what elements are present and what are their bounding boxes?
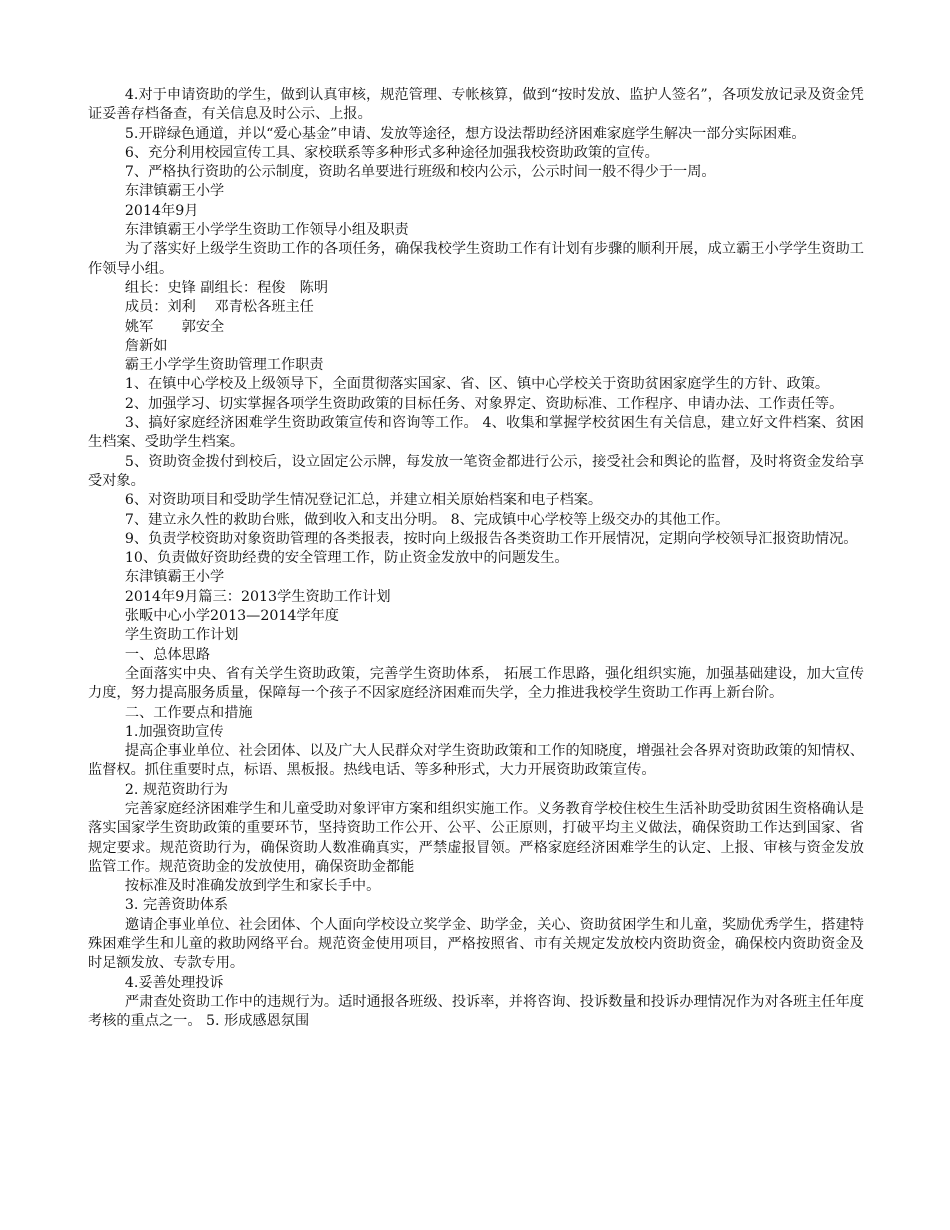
paragraph: 邀请企事业单位、社会团体、个人面向学校设立奖学金、助学金，关心、资助贫困学生和儿童，奖励优秀学生，搭建特殊困难学生和儿童的救助网络平台。规范资金使用项目，严格按照省、市有关规定发放校内资助资金，确保校内资助资金及时足额发放、专款专用。	[88, 916, 864, 972]
paragraph: 7、建立永久性的救助台账，做到收入和支出分明。 8、完成镇中心学校等上级交办的其他工作。	[124, 511, 730, 528]
subsection-heading: 2. 规范资助行为	[124, 781, 229, 798]
section-heading: 二、工作要点和措施	[124, 704, 253, 721]
group-leaders: 组长：史锋 副组长：程俊 陈明	[124, 279, 329, 296]
paragraph: 10、负责做好资助经费的安全管理工作，防止资金发放中的问题发生。	[124, 550, 569, 567]
plan-title: 学生资助工作计划	[124, 627, 239, 644]
paragraph: 3、搞好家庭经济困难学生资助政策宣传和咨询等工作。 4、收集和掌握学校贫困生有关信息，建立好文件档案、贫困生档案、受助学生档案。	[88, 415, 864, 451]
paragraph: 6、对资助项目和受助学生情况登记汇总，并建立相关原始档案和电子档案。	[124, 492, 603, 509]
paragraph: 5.开辟绿色通道，并以“爱心基金”申请、发放等途径，想方设法帮助经济困难家庭学生解决一部分实际困难。	[124, 125, 806, 142]
section-title: 霸王小学学生资助管理工作职责	[124, 357, 324, 374]
paragraph: 提高企事业单位、社会团体、以及广大人民群众对学生资助政策和工作的知晓度，增强社会各界对资助政策的知情权、监督权。抓住重要时点，标语、黑板报。热线电话、等多种形式，大力开展资助政策宣传。	[88, 743, 864, 779]
paragraph: 完善家庭经济困难学生和儿童受助对象评审方案和组织实施工作。义务教育学校住校生生活补助受助贫困生资格确认是落实国家学生资助政策的重要环节，坚持资助工作公开、公平、公正原则，打破平均主义做法，确保资助工作达到国家、省规定要求。规范资助行为，确保资助人数准确真实，严禁虚报冒领。严格家庭经济困难学生的认定、上报、审核与资金发放监管工作。规范资助金的发放使用，确保资助金都能	[88, 800, 864, 875]
subsection-heading: 4.妥善处理投诉	[124, 974, 224, 991]
section-heading: 一、总体思路	[124, 646, 211, 663]
paragraph: 严肃查处资助工作中的违规行为。适时通报各班级、投诉率，并将咨询、投诉数量和投诉办理情况作为对各班主任年度考核的重点之一。 5. 形成感恩氛围	[88, 993, 864, 1030]
plan-school-year: 张畈中心小学2013—2014学年度	[124, 608, 339, 625]
paragraph: 4.对于申请资助的学生，做到认真审核，规范管理、专帐核算，做到“按时发放、监护人签名”，各项发放记录及资金凭证妥善存档备查，有关信息及时公示、上报。	[88, 87, 864, 123]
signature-date: 2014年9月	[124, 202, 199, 219]
paragraph: 6、充分利用校园宣传工具、家校联系等多种形式多种途径加强我校资助政策的宣传。	[124, 144, 659, 161]
paragraph: 按标准及时准确发放到学生和家长手中。	[124, 878, 381, 895]
signature-school: 东津镇霸王小学	[124, 183, 225, 200]
paragraph: 9、负责学校资助对象资助管理的各类报表，按时向上级报告各类资助工作开展情况，定期向学校领导汇报资助情况。	[124, 530, 858, 547]
group-members: 姚军 郭安全	[124, 318, 225, 335]
signature-date: 2014年9月篇三：2013学生资助工作计划	[124, 588, 391, 605]
paragraph: 为了落实好上级学生资助工作的各项任务，确保我校学生资助工作有计划有步骤的顺利开展，成立霸王小学学生资助工作领导小组。	[88, 241, 864, 277]
group-members: 詹新如	[124, 337, 168, 354]
section-title: 东津镇霸王小学学生资助工作领导小组及职责	[124, 222, 409, 239]
subsection-heading: 3. 完善资助体系	[124, 897, 229, 914]
group-members: 成员：刘利 邓青松各班主任	[124, 299, 314, 316]
paragraph: 1、在镇中心学校及上级领导下，全面贯彻落实国家、省、区、镇中心学校关于资助贫困家庭学生的方针、政策。	[124, 376, 830, 393]
paragraph: 全面落实中央、省有关学生资助政策，完善学生资助体系， 拓展工作思路，强化组织实施，加强基础建设，加大宣传力度，努力提高服务质量，保障每一个孩子不因家庭经济困难而失学，全力推进我校学生资助工作再上新台阶。	[88, 665, 864, 702]
paragraph: 2、加强学习、切实掌握各项学生资助政策的目标任务、对象界定、资助标准、工作程序、申请办法、工作责任等。	[124, 395, 844, 412]
subsection-heading: 1.加强资助宣传	[124, 723, 224, 740]
paragraph: 5、资助资金拨付到校后，设立固定公示牌，每发放一笔资金都进行公示，接受社会和舆论的监督，及时将资金发给享受对象。	[88, 453, 864, 489]
paragraph: 7、严格执行资助的公示制度，资助名单要进行班级和校内公示，公示时间一般不得少于一周。	[124, 164, 716, 181]
signature-school: 东津镇霸王小学	[124, 569, 225, 586]
